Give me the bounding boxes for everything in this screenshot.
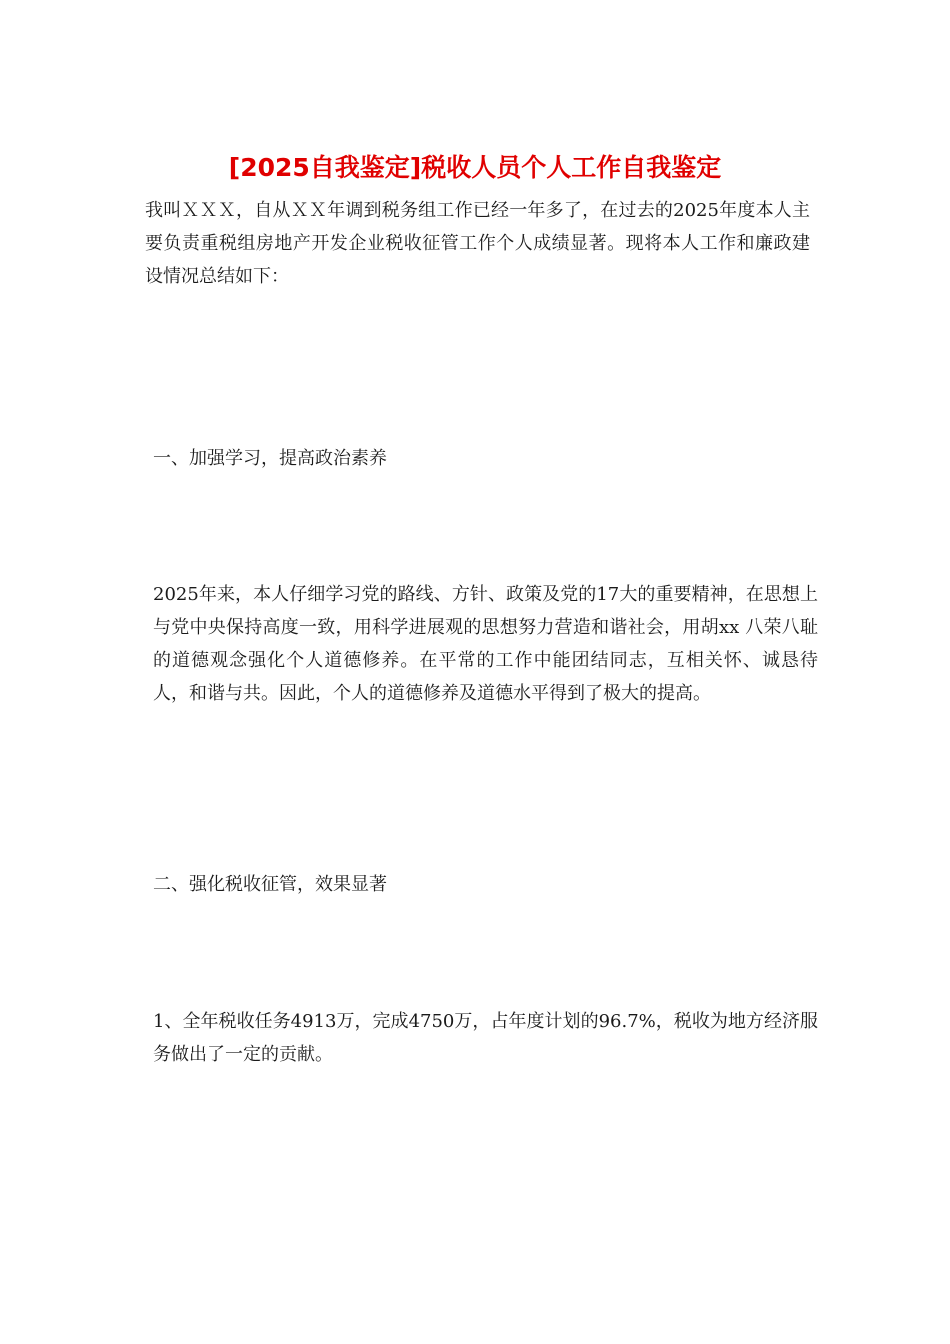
section-2-item-1: 1、全年税收任务4913万，完成4750万，占年度计划的96.7%，税收为地方经济服务做出了一定的贡献。 [153,1011,818,1065]
section-1-paragraph: 2025年来，本人仔细学习党的路线、方针、政策及党的17大的重要精神，在思想上与党中央保持高度一致，用科学进展观的思想努力营造和谐社会，用胡xx 八荣八耻 的道德观念强化个人道德修养。在平常的工作中能团结同志，互相关怀、诚恳待人，和谐与共。因此，个人的道德修养及道德水平得到了极大的提高。 [153,584,818,704]
intro-paragraph: 我叫ＸＸＸ，自从ＸＸ年调到税务组工作已经一年多了，在过去的2025年度本人主要负责重税组房地产开发企业税收征管工作个人成绩显著。现将本人工作和廉政建设情况总结如下： [145,200,810,287]
document-title: [2025自我鉴定]税收人员个人工作自我鉴定 [228,153,722,182]
section-1-heading: 一、加强学习，提高政治素养 [153,448,387,469]
section-2-heading: 二、强化税收征管，效果显著 [153,874,387,895]
